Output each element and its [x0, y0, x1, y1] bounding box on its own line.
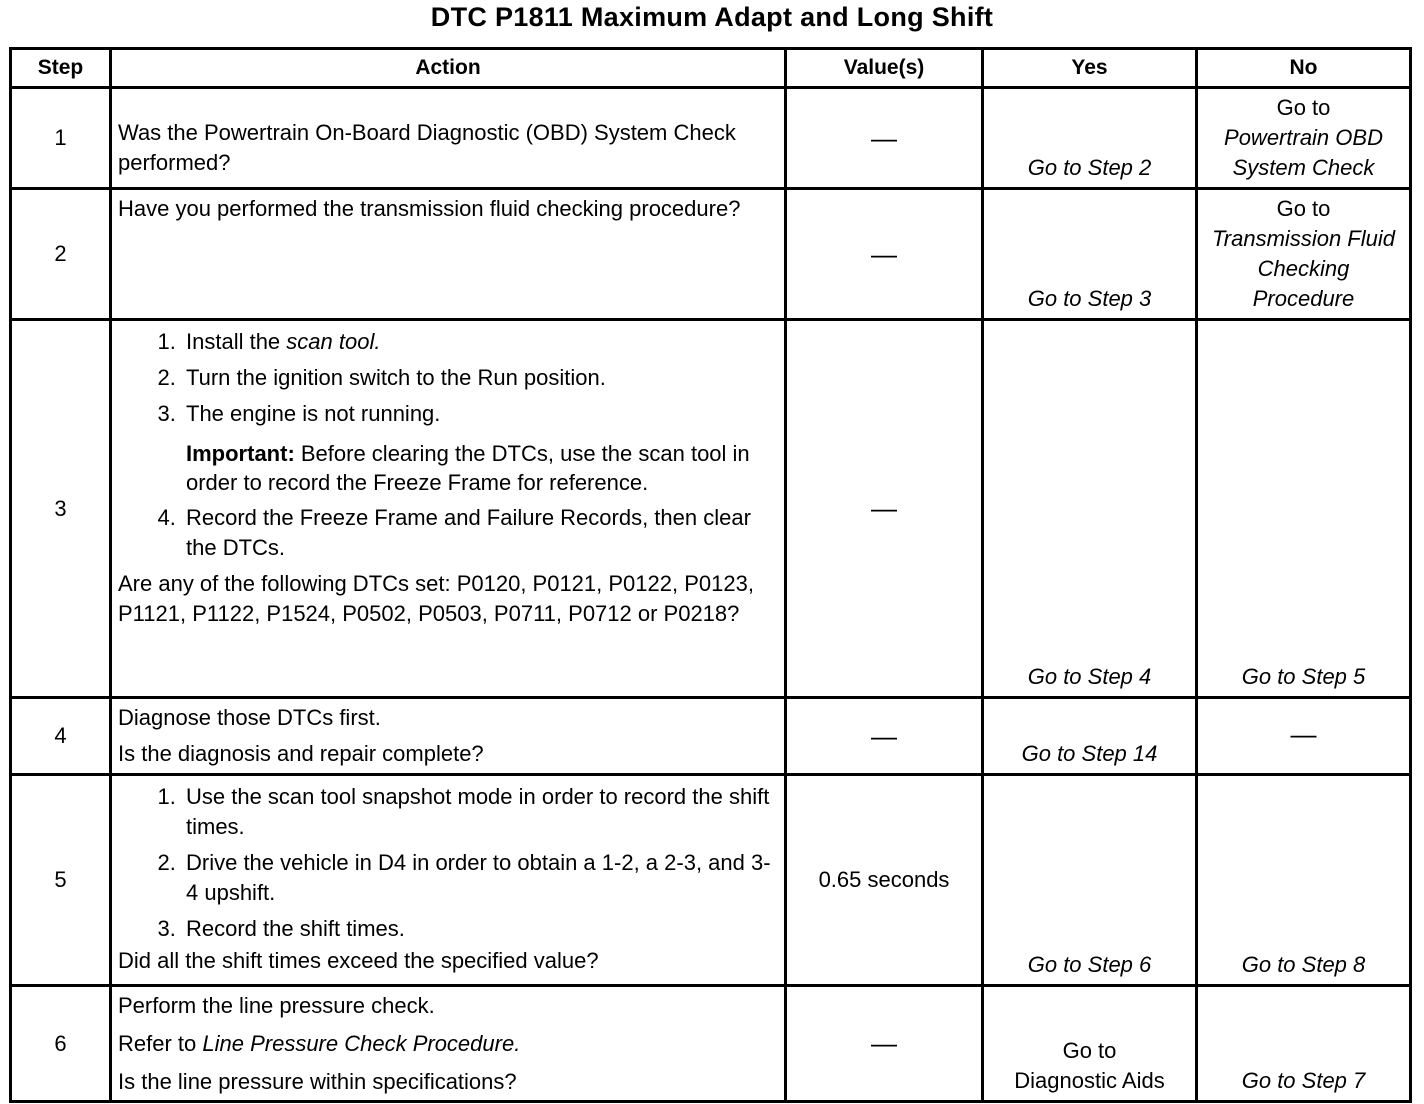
- no-cell: [1197, 88, 1411, 189]
- header-action: Action: [111, 49, 786, 88]
- action-cell: [111, 320, 786, 698]
- table-row: [11, 986, 1411, 1102]
- list-item-text: Install the: [186, 329, 287, 354]
- procedure-list: [118, 782, 780, 944]
- table-row: [11, 189, 1411, 320]
- important-text: Before clearing the DTCs, use the scan tool in order to record the Freeze Frame for reference.: [186, 441, 750, 495]
- list-item: 3. Record the shift times.: [182, 914, 780, 944]
- yes-link[interactable]: Go to Step 2: [983, 88, 1197, 189]
- page-title: DTC P1811 Maximum Adapt and Long Shift: [430, 2, 994, 32]
- action-cell: Have you performed the transmission fluid checking procedure?: [111, 189, 786, 320]
- value-cell: —: [786, 189, 983, 320]
- header-no: No: [1197, 49, 1411, 88]
- header-row: [11, 49, 1411, 88]
- no-cell: [1197, 189, 1411, 320]
- list-item-text: The engine is not running.: [186, 401, 441, 426]
- action-cell: [111, 698, 786, 775]
- list-item: [182, 327, 780, 357]
- step-number: 4: [11, 698, 111, 775]
- action-cell: Was the Powertrain On-Board Diagnostic (OBD) System Check performed?: [111, 88, 786, 189]
- value-cell: —: [786, 698, 983, 775]
- question-text: Are any of the following DTCs set: P0120, P0121, P0122, P0123, P1121, P1122, P1524, P0502, P0503, P0711, P0712 or P0218?: [118, 571, 754, 626]
- yes-prefix: Go to: [1062, 1038, 1117, 1063]
- no-link[interactable]: Transmission Fluid Checking Procedure: [1212, 226, 1395, 311]
- no-link[interactable]: Go to Step 7: [1197, 986, 1411, 1102]
- step-number: 6: [11, 986, 111, 1102]
- question-text: Did all the shift times exceed the specified value?: [118, 948, 599, 973]
- reference-prefix: Refer to: [118, 1031, 203, 1056]
- no-link[interactable]: Powertrain OBD System Check: [1224, 125, 1383, 180]
- action-cell: [111, 775, 786, 986]
- list-item: 4. Record the Freeze Frame and Failure Records, then clear the DTCs.: [182, 503, 780, 563]
- action-line: Perform the line pressure check.: [118, 993, 435, 1018]
- important-note: [186, 439, 780, 497]
- value-cell: —: [786, 88, 983, 189]
- table-row: [11, 320, 1411, 698]
- yes-link[interactable]: Go to Step 4: [983, 320, 1197, 698]
- no-link[interactable]: Go to Step 8: [1197, 775, 1411, 986]
- list-item: 2. Turn the ignition switch to the Run position.: [182, 363, 780, 393]
- important-label: Important:: [186, 441, 295, 466]
- header-step: Step: [11, 49, 111, 88]
- no-link[interactable]: Go to Step 5: [1197, 320, 1411, 698]
- list-item: [182, 399, 780, 497]
- header-values: Value(s): [786, 49, 983, 88]
- yes-link[interactable]: Go to Step 6: [983, 775, 1197, 986]
- step-number: 5: [11, 775, 111, 986]
- value-cell: —: [786, 320, 983, 698]
- step-number: 3: [11, 320, 111, 698]
- step-number: 2: [11, 189, 111, 320]
- no-prefix: Go to: [1276, 95, 1331, 120]
- question-text: Is the diagnosis and repair complete?: [118, 741, 484, 766]
- yes-link[interactable]: Diagnostic Aids: [1014, 1068, 1165, 1093]
- scan-tool-term: scan tool.: [286, 329, 381, 354]
- reference-line: [118, 1029, 780, 1059]
- list-item: 2. Drive the vehicle in D4 in order to obtain a 1-2, a 2-3, and 3-4 upshift.: [182, 848, 780, 908]
- diagnostic-table: [9, 47, 1412, 1103]
- no-cell: —: [1197, 698, 1411, 775]
- no-prefix: Go to: [1276, 196, 1331, 221]
- table-row: [11, 88, 1411, 189]
- table-row: [11, 698, 1411, 775]
- yes-link[interactable]: Go to Step 14: [983, 698, 1197, 775]
- step-number: 1: [11, 88, 111, 189]
- header-yes: Yes: [983, 49, 1197, 88]
- yes-link[interactable]: Go to Step 3: [983, 189, 1197, 320]
- question-text: Is the line pressure within specifications?: [118, 1069, 517, 1094]
- action-cell: [111, 986, 786, 1102]
- yes-cell: [983, 986, 1197, 1102]
- reference-link[interactable]: Line Pressure Check Procedure.: [202, 1031, 521, 1056]
- action-line: Diagnose those DTCs first.: [118, 705, 381, 730]
- table-row: [11, 775, 1411, 986]
- list-item: 1. Use the scan tool snapshot mode in order to record the shift times.: [182, 782, 780, 842]
- value-cell: —: [786, 986, 983, 1102]
- value-cell: 0.65 seconds: [786, 775, 983, 986]
- procedure-list: [118, 327, 780, 563]
